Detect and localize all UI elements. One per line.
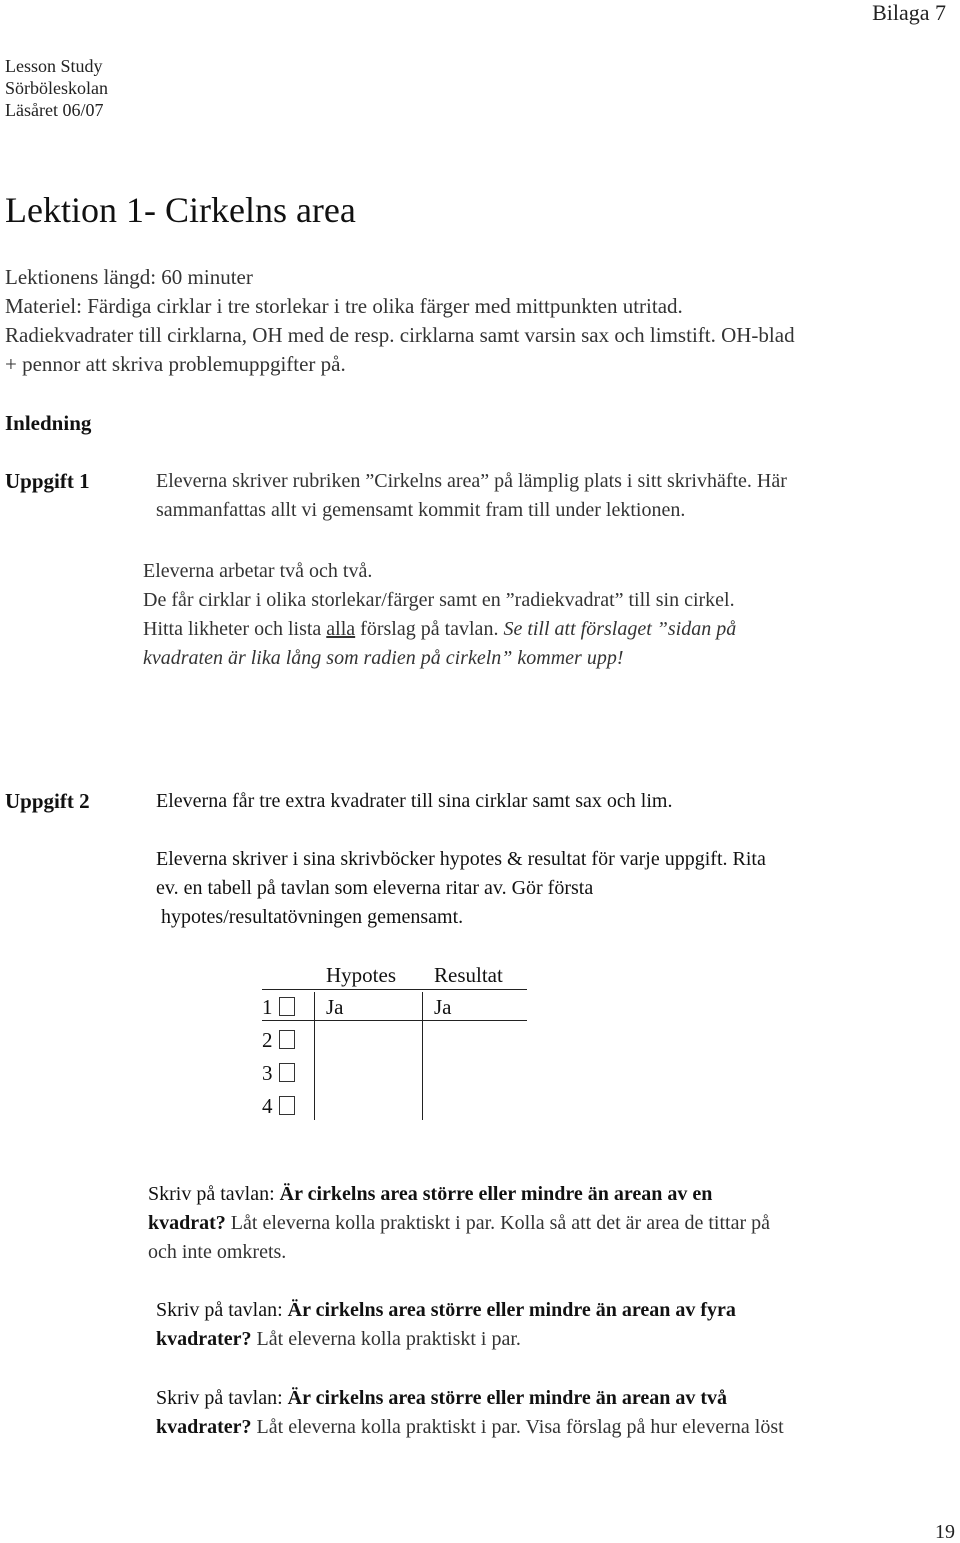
table-divider — [262, 1020, 527, 1021]
section-heading-introduction: Inledning — [5, 411, 92, 435]
row-number: 3 — [262, 1061, 273, 1085]
task-1-description — [156, 467, 787, 525]
underlined-word-all: alla — [326, 618, 356, 640]
task-2-line-1: Eleverna får tre extra kvadrater till sina cirklar samt sax och lim. — [156, 790, 673, 812]
table-divider — [262, 989, 527, 990]
task-2-paragraph — [156, 845, 766, 932]
checkbox-icon — [279, 1063, 295, 1082]
meta-duration: Lektionens längd: 60 minuter — [5, 265, 253, 289]
table-header-resultat: Resultat — [434, 963, 503, 987]
question-instruction: Låt eleverna kolla praktiskt i par. — [251, 1328, 521, 1350]
table-row-label — [262, 1092, 295, 1120]
page-number: 19 — [935, 1521, 955, 1543]
task-1-work-instructions — [143, 557, 736, 673]
task-2-line-2: Eleverna skriver i sina skrivböcker hypotes & resultat för varje uppgift. Rita — [156, 848, 766, 870]
table-column-line — [314, 992, 315, 1120]
row-number: 1 — [262, 995, 273, 1019]
question-bold: Är cirkelns area större eller mindre än arean av två — [287, 1387, 728, 1409]
task-2-line-3: ev. en tabell på tavlan som eleverna ritar av. Gör första — [156, 877, 594, 899]
task-1-work-line-2: De får cirklar i olika storlekar/färger samt en ”radiekvadrat” till sin cirkel. — [143, 589, 735, 611]
meta-materials-2: Radiekvadrater till cirklarna, OH med de resp. cirklarna samt varsin sax och limstift. OH-blad — [5, 323, 795, 347]
hypothesis-result-table — [262, 958, 532, 1123]
question-bold: kvadrater? — [156, 1416, 252, 1438]
header-line-project: Lesson Study — [5, 56, 103, 76]
question-bold: kvadrater? — [156, 1328, 252, 1350]
task-1-work-line-1: Eleverna arbetar två och två. — [143, 560, 373, 582]
lesson-meta — [5, 263, 795, 379]
document-header — [5, 55, 108, 121]
task-1-line-2: sammanfattas allt vi gemensamt kommit fram till under lektionen. — [156, 499, 686, 521]
task-2-label: Uppgift 2 — [5, 789, 90, 813]
work-line-3-middle: förslag på tavlan. — [355, 618, 504, 640]
table-row-label — [262, 1026, 295, 1054]
question-instruction: och inte omkrets. — [148, 1241, 287, 1263]
meta-materials-3: + pennor att skriva problemuppgifter på. — [5, 352, 346, 376]
meta-materials-1: Materiel: Färdiga cirklar i tre storlekar i tre olika färger med mittpunkten utritad. — [5, 294, 683, 318]
question-prefix: Skriv på tavlan: — [148, 1183, 280, 1205]
question-instruction: Låt eleverna kolla praktiskt i par. Visa förslag på hur eleverna löst — [251, 1416, 784, 1438]
table-cell-resultat: Ja — [434, 995, 452, 1019]
header-line-school: Sörböleskolan — [5, 78, 108, 98]
checkbox-icon — [279, 997, 295, 1016]
checkbox-icon — [279, 1096, 295, 1115]
task-2-line-4: hypotes/resultatövningen gemensamt. — [156, 906, 464, 928]
board-question-3 — [156, 1384, 784, 1442]
question-bold: kvadrat? — [148, 1212, 226, 1234]
table-row-label — [262, 1059, 295, 1087]
table-header-hypotes: Hypotes — [326, 963, 396, 987]
page-title: Lektion 1- Cirkelns area — [5, 190, 356, 230]
task-1-label: Uppgift 1 — [5, 469, 90, 493]
work-line-3-start: Hitta likheter och lista — [143, 618, 327, 640]
appendix-label: Bilaga 7 — [872, 0, 946, 25]
question-instruction: Låt eleverna kolla praktiskt i par. Kolla så att det är area de tittar på — [225, 1212, 771, 1234]
task-1-line-1: Eleverna skriver rubriken ”Cirkelns area” på lämplig plats i sitt skrivhäfte. Här — [156, 470, 787, 492]
task-1-work-line-3 — [143, 615, 736, 644]
board-question-2 — [156, 1296, 736, 1354]
table-cell-hypotes: Ja — [326, 995, 344, 1019]
table-row-label — [262, 993, 295, 1021]
question-prefix: Skriv på tavlan: — [156, 1299, 288, 1321]
header-line-year: Läsåret 06/07 — [5, 100, 104, 120]
row-number: 4 — [262, 1094, 273, 1118]
checkbox-icon — [279, 1030, 295, 1049]
board-question-1 — [148, 1180, 770, 1267]
task-1-work-line-4: kvadraten är lika lång som radien på cirkeln” kommer upp! — [143, 647, 624, 669]
table-column-line — [422, 992, 423, 1120]
question-bold: Är cirkelns area större eller mindre än arean av en — [279, 1183, 713, 1205]
question-bold: Är cirkelns area större eller mindre än arean av fyra — [287, 1299, 736, 1321]
row-number: 2 — [262, 1028, 273, 1052]
question-prefix: Skriv på tavlan: — [156, 1387, 288, 1409]
work-line-3-italic: Se till att förslaget ”sidan på — [503, 618, 737, 640]
